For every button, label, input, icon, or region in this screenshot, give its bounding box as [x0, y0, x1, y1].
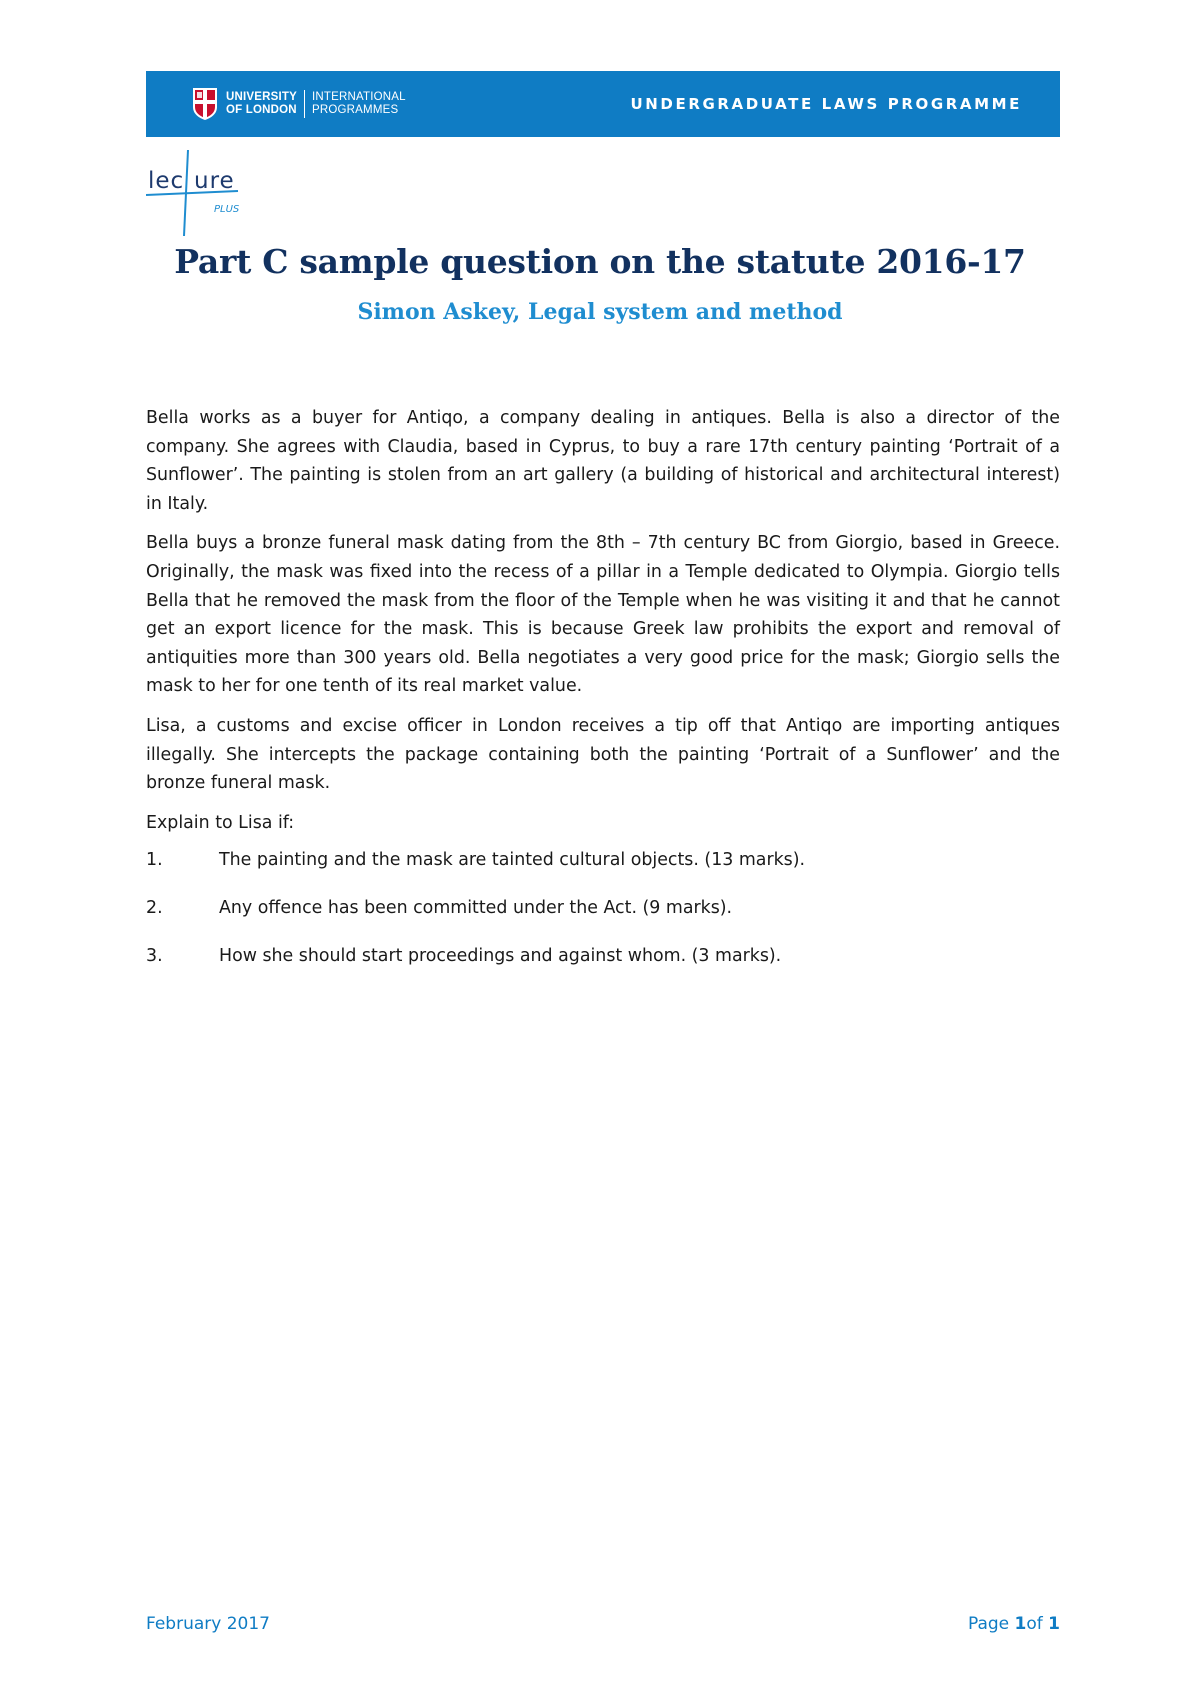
document-body — [146, 404, 1060, 989]
programme-name: UNDERGRADUATE LAWS PROGRAMME — [630, 95, 1022, 113]
page-of: of — [1026, 1614, 1043, 1634]
page-number — [968, 1614, 1060, 1634]
question-text: How she should start proceedings and against whom. (3 marks). — [219, 945, 782, 966]
university-name-line2: OF LONDON — [226, 104, 297, 116]
logo-word-part1: lec — [148, 168, 185, 194]
question-item — [146, 894, 1060, 923]
question-item — [146, 846, 1060, 875]
page-word: Page — [967, 1614, 1010, 1634]
university-logo — [192, 82, 406, 126]
question-list — [146, 846, 1060, 970]
page-total: 1 — [1048, 1614, 1060, 1634]
intl-line1: INTERNATIONAL — [312, 91, 406, 103]
lecture-plus-logo — [146, 150, 246, 240]
footer-date: February 2017 — [146, 1614, 270, 1634]
question-text: The painting and the mask are tainted cultural objects. (13 marks). — [219, 850, 806, 871]
question-number: 1. — [146, 850, 163, 871]
crest-icon — [192, 87, 218, 121]
question-item — [146, 942, 1060, 971]
instruction: Explain to Lisa if: — [146, 812, 295, 833]
logo-plus: PLUS — [214, 204, 240, 215]
paragraph: Bella buys a bronze funeral mask dating from the 8th – 7th century BC from Giorgio, based in Greece. Originally, the mask was fixed into the recess of a pillar in a Temple dedicated to Olympia. Giorgio tells Bella that he removed the mask from the floor of the Temple when he was visiting it and that he cannot get an export licence for the mask. This is because Greek law prohibits the export and removal of antiquities more than 300 years old. Bella negotiates a very good price for the mask; Giorgio sells the mask to her for one tenth of its real market value. — [146, 533, 1060, 697]
question-text: Any offence has been committed under the Act. (9 marks). — [219, 897, 733, 918]
international-programmes — [312, 91, 406, 117]
paragraph: Bella works as a buyer for Antiqo, a company dealing in antiques. Bella is also a director of the company. She agrees with Claudia, based in Cyprus, to buy a rare 17th century painting ‘Portrait of a Sunflower’. The painting is stolen from an art gallery (a building of historical and architectural interest) in Italy. — [146, 408, 1060, 514]
intl-line2: PROGRAMMES — [312, 104, 399, 116]
university-name — [226, 91, 297, 117]
page-current: 1 — [1014, 1614, 1027, 1634]
question-number: 3. — [146, 945, 163, 966]
document-subtitle: Simon Askey, Legal system and method — [357, 299, 843, 325]
logo-word-part2: ure — [194, 168, 235, 194]
university-name-line1: UNIVERSITY — [226, 91, 298, 103]
logo-divider — [304, 90, 305, 118]
paragraph: Lisa, a customs and excise officer in London receives a tip off that Antiqo are importing antiques illegally. She intercepts the package containing both the painting ‘Portrait of a Sunflower’ and the bronze funeral mask. — [146, 715, 1060, 794]
document-title: Part C sample question on the statute 2016-17 — [174, 242, 1026, 281]
plus-cross-icon — [146, 150, 246, 240]
header-banner — [146, 71, 1060, 137]
question-number: 2. — [146, 897, 163, 918]
